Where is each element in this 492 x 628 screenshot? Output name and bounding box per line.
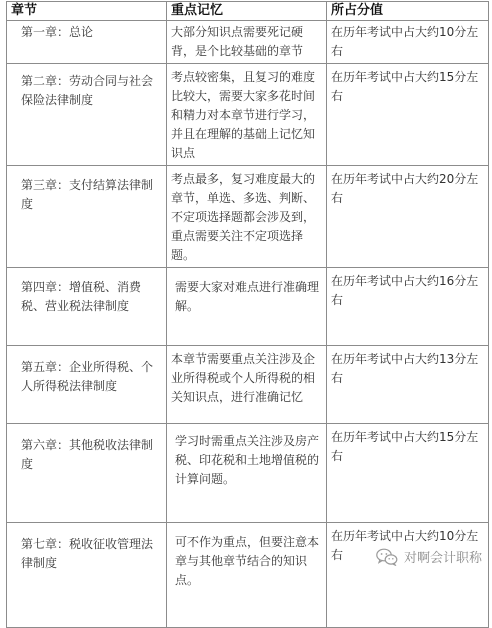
watermark-text: 对啊会计职称 xyxy=(403,551,482,566)
table-row xyxy=(7,268,489,346)
header-chapter: 章节 xyxy=(7,2,167,21)
cell-memo: 本章节需要重点关注涉及企业所得税或个人所得税的相关知识点，进行准确记忆 xyxy=(167,346,327,424)
cell-memo: 考点较密集，且复习的难度比较大，需要大家多花时间和精力对本章节进行学习，并且在理解的基础上记忆知识点 xyxy=(167,64,327,166)
cell-chapter: 第七章：税收征收管理法律制度 xyxy=(7,523,167,628)
chapter-table xyxy=(6,1,489,628)
table-header-row xyxy=(7,2,489,21)
wechat-icon xyxy=(376,548,398,566)
cell-score: 在历年考试中占大约10分左右 xyxy=(327,21,489,64)
cell-memo: 考点最多，复习难度最大的章节，单选、多选、判断、不定项选择题都会涉及到，重点需要关注不定项选择题。 xyxy=(167,166,327,268)
cell-score: 在历年考试中占大约15分左右 xyxy=(327,64,489,166)
table-row xyxy=(7,21,489,64)
cell-memo: 大部分知识点需要死记硬背，是个比较基础的章节 xyxy=(167,21,327,64)
cell-score: 在历年考试中占大约16分左右 xyxy=(327,268,489,346)
cell-memo: 需要大家对难点进行准确理解。 xyxy=(167,268,327,346)
table-row xyxy=(7,64,489,166)
table-row xyxy=(7,346,489,424)
cell-score: 在历年考试中占大约13分左右 xyxy=(327,346,489,424)
cell-chapter: 第六章：其他税收法律制度 xyxy=(7,424,167,523)
table-row xyxy=(7,424,489,523)
cell-score: 在历年考试中占大约20分左右 xyxy=(327,166,489,268)
cell-memo: 学习时需重点关注涉及房产税、印花税和土地增值税的计算问题。 xyxy=(167,424,327,523)
cell-chapter: 第一章：总论 xyxy=(7,21,167,64)
cell-score: 在历年考试中占大约10分左右 xyxy=(327,523,489,628)
header-score: 所占分值 xyxy=(327,2,489,21)
header-memo: 重点记忆 xyxy=(167,2,327,21)
cell-score: 在历年考试中占大约15分左右 xyxy=(327,424,489,523)
cell-chapter: 第二章：劳动合同与社会保险法律制度 xyxy=(7,64,167,166)
table-row xyxy=(7,523,489,628)
watermark xyxy=(376,547,482,566)
cell-chapter: 第三章：支付结算法律制度 xyxy=(7,166,167,268)
cell-chapter: 第五章：企业所得税、个人所得税法律制度 xyxy=(7,346,167,424)
cell-chapter: 第四章：增值税、消费税、营业税法律制度 xyxy=(7,268,167,346)
cell-memo: 可不作为重点，但要注意本章与其他章节结合的知识点。 xyxy=(167,523,327,628)
table-row xyxy=(7,166,489,268)
